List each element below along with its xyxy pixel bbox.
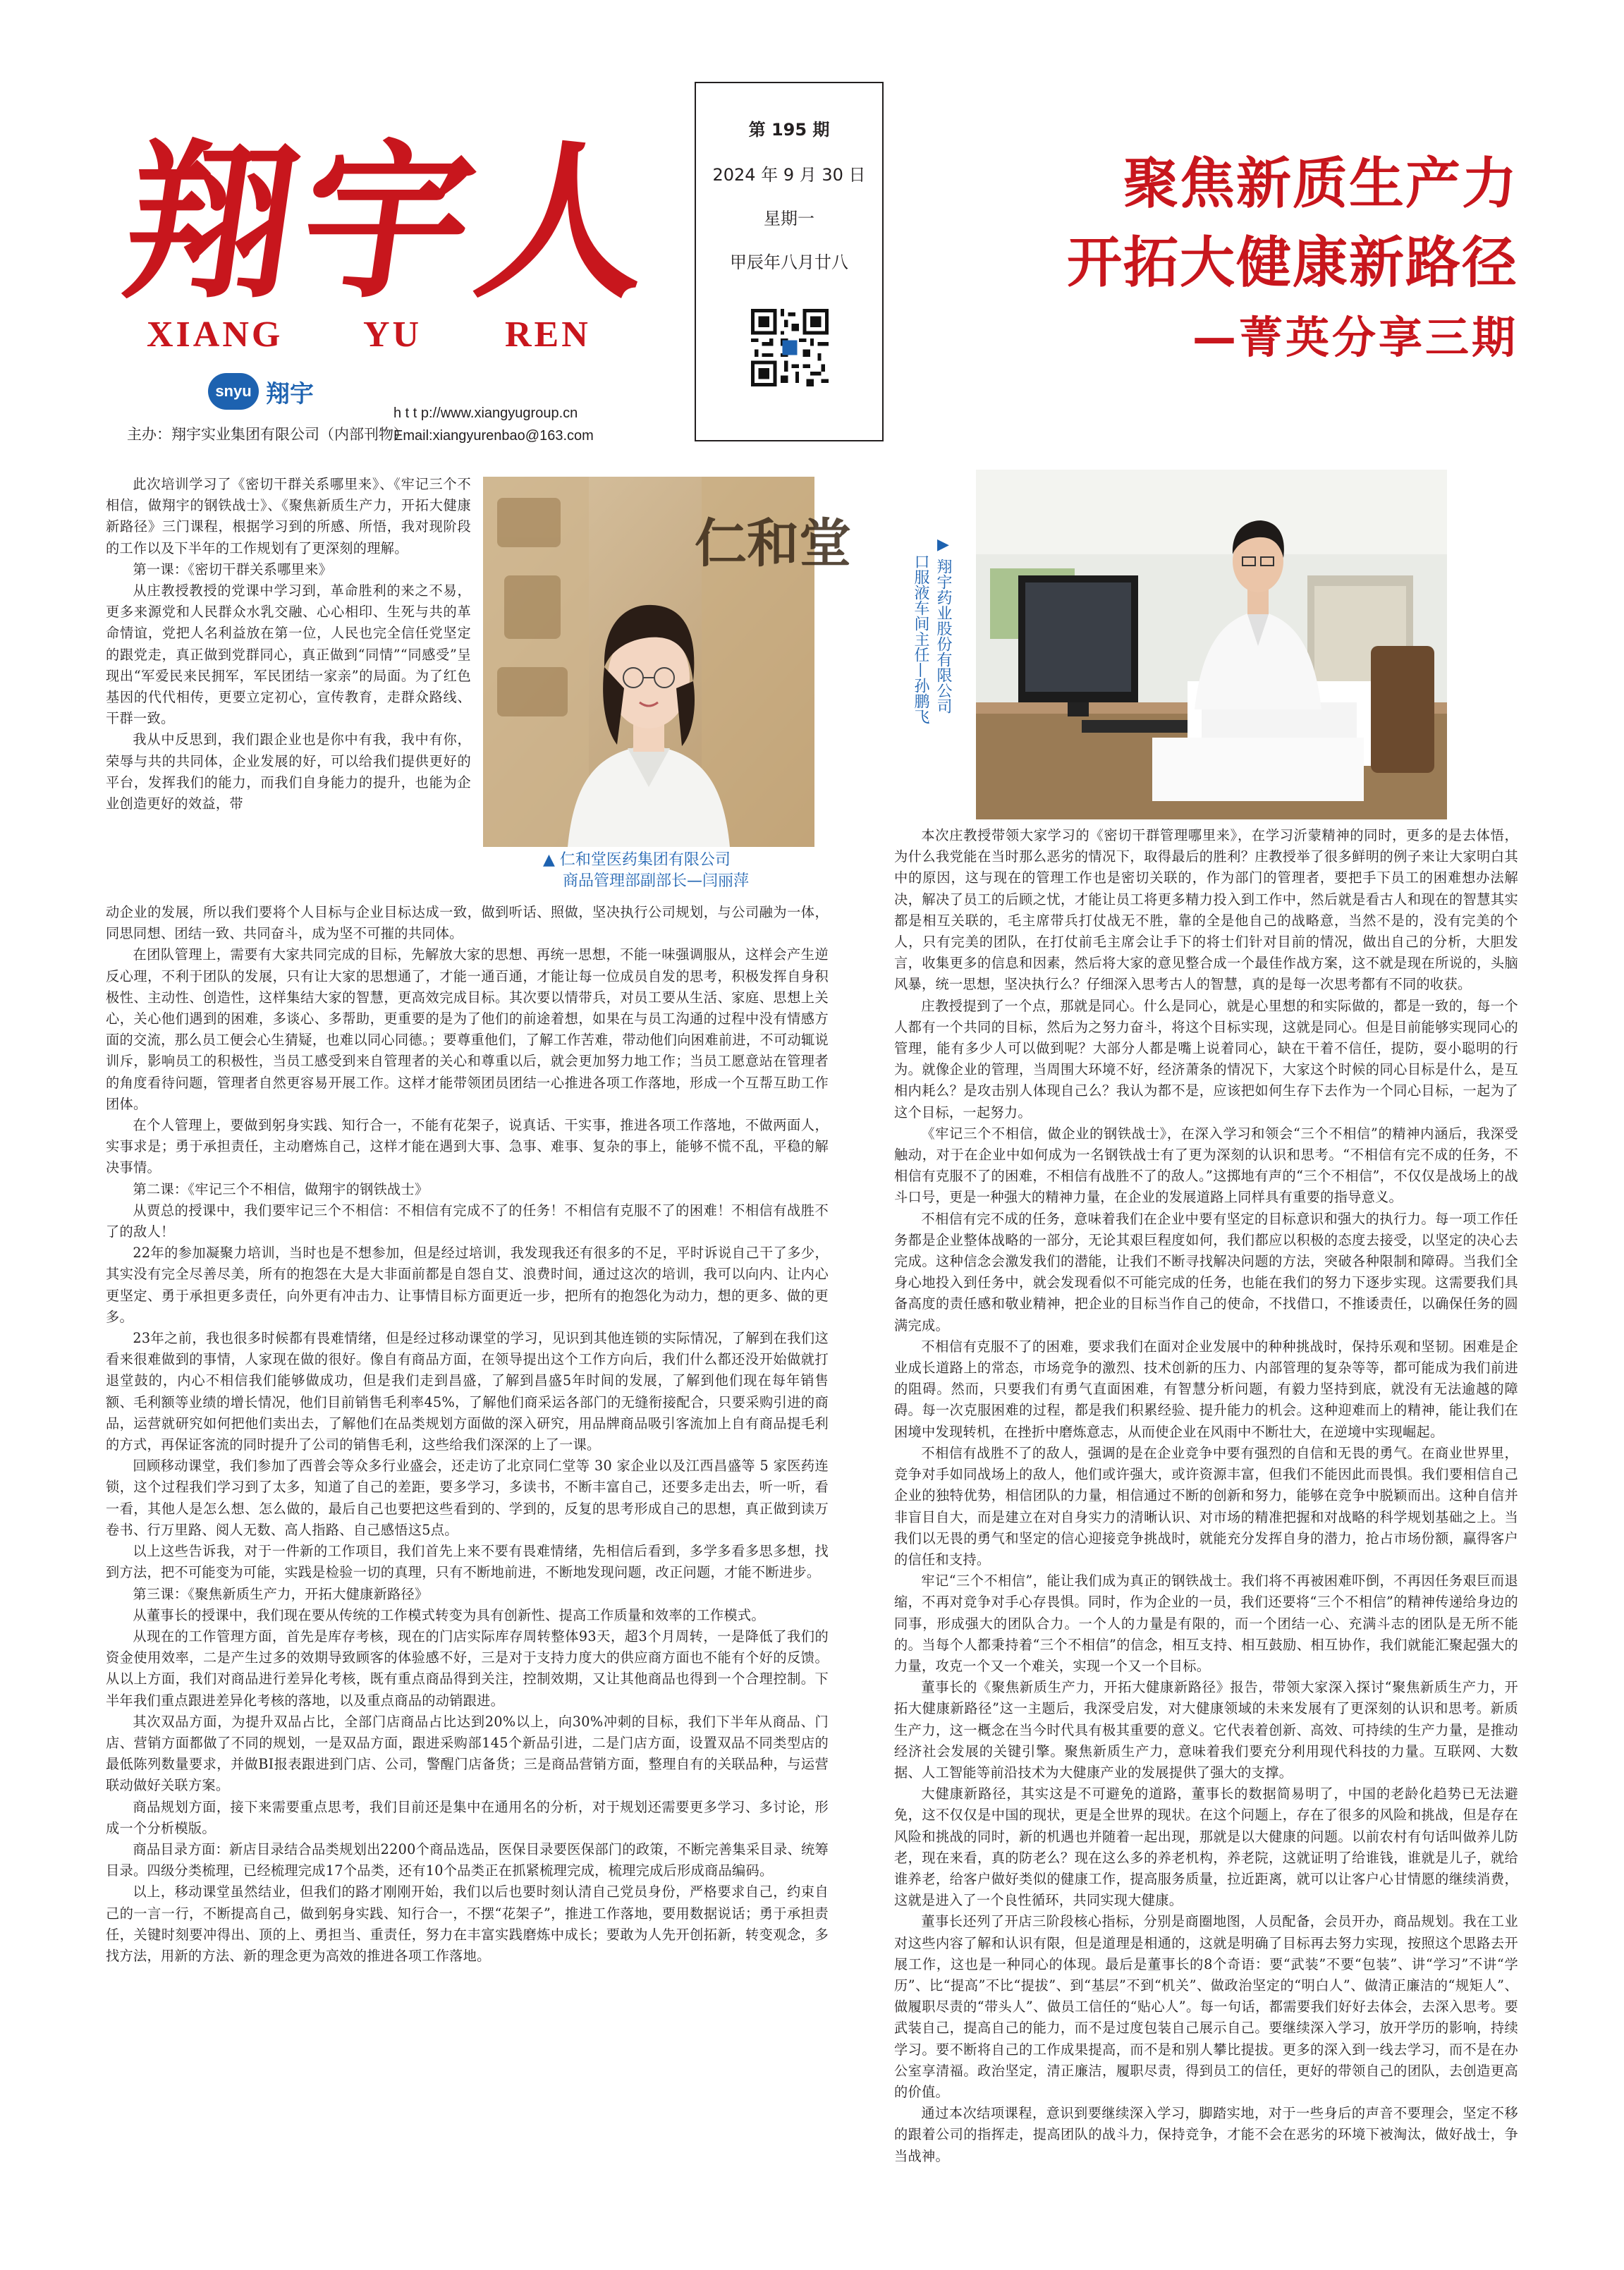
photo-caption-left bbox=[543, 850, 749, 892]
paragraph: 在团队管理上，需要有大家共同完成的目标，先解放大家的思想、再统一思想，不能一味强调服从，这样会产生逆反心理，不利于团队的发展，只有让大家的思想通了，才能一通百通，才能让每一位成员自发的思考，积极发挥自身积极性、主动性、创造性，这样集结大家的智慧，更高效完成目标。其次要以情带兵，对员工要从生活、家庭、思想上关心，关心他们遇到的困难，多谈心、多帮助，更重要的是为了他们的前途着想，如果在与员工沟通的过程中没有情感方面的交流，那么员工便会心生猜疑，也难以同心同德。；要尊重他们，了解工作苦难，带动他们向困难前进，不可动辄说训斥，影响员工的积极性，当员工感受到来自管理者的关心和尊重以后，就会更加努力地工作；当员工愿意站在管理者的角度看待问题，管理者自然更容易开展工作。这样才能带领团员团结一心推进各项工作落地，形成一个互帮互助工作团体。 bbox=[106, 946, 829, 1112]
paragraph: 《牢记三个不相信，做企业的钢铁战士》，在深入学习和领会“三个不相信”的精神内涵后，我深受触动，对于在企业中如何成为一名钢铁战士有了更为深刻的认识和思考。“不相信有完不成的任务，不相信有克服不了的困难，不相信有战胜不了的敌人。”这掷地有声的“三个不相信”，不仅仅是战场上的战斗口号，更是一种强大的精神力量，在企业的发展道路上同样具有重要的指导意义。 bbox=[894, 1125, 1518, 1206]
issue-info-box bbox=[695, 82, 884, 441]
paragraph: 从贾总的授课中，我们要牢记三个不相信：不相信有完成不了的任务！不相信有克服不了的困难！不相信有战胜不了的敌人！ bbox=[106, 1202, 829, 1240]
paragraph: 从董事长的授课中，我们现在要从传统的工作模式转变为具有创新性、提高工作质量和效率的工作模式。 bbox=[133, 1606, 765, 1623]
qr-code-icon[interactable] bbox=[751, 309, 829, 386]
caption-line-1: ▲ 仁和堂医药集团有限公司 bbox=[543, 851, 731, 869]
publisher-line: 主办：翔宇实业集团有限公司（内部刊物） bbox=[127, 426, 408, 443]
office-photo-image bbox=[976, 470, 1447, 819]
issue-weekday: 星期一 bbox=[764, 209, 814, 228]
company-brand-name: 翔宇 bbox=[266, 379, 314, 408]
section-heading: 第三课：《聚焦新质生产力，开拓大健康新路径》 bbox=[133, 1585, 429, 1602]
logo-pinyin-2: YU bbox=[363, 315, 422, 355]
newspaper-logo: 翔宇人 bbox=[113, 123, 670, 322]
issue-date: 2024 年 9 月 30 日 bbox=[712, 165, 866, 185]
photo-sun-pengfei bbox=[976, 470, 1447, 819]
paragraph: 22年的参加凝聚力培训，当时也是不想参加，但是经过培训，我发现我还有很多的不足，平时诉说自己干了多少，其实没有完全尽善尽美，所有的抱怨在大是大非面前都是自怨自艾、浪费时间，通过这次的培训，我可以向内、让内心更坚定、勇于承担更多责任，向外更有冲击力、让事情目标方面更近一步，把所有的抱怨化为动力，想的更多、做的更多。 bbox=[106, 1245, 829, 1325]
paragraph: 商品规划方面，接下来需要重点思考，我们目前还是集中在通用名的分析，对于规划还需要更多学习、多讨论，形成一个分析模版。 bbox=[106, 1798, 829, 1836]
paragraph: 从现在的工作管理方面，首先是库存考核，现在的门店实际库存周转整体93天，超3个月周转，一是降低了我们的资金使用效率，二是产生过多的效期导致顾客的体验感不好，三是对于支持力度大的供应商方面也不能有个好的反馈。从以上方面，我们对商品进行差异化考核，既有重点商品得到关注，控制效期，又让其他商品也得到一个合理控制。下半年我们重点跟进差异化考核的落地，以及重点商品的动销跟进。 bbox=[106, 1628, 829, 1709]
paragraph: 本次庄教授带领大家学习的《密切干群管理哪里来》，在学习沂蒙精神的同时，更多的是去体悟，为什么我党能在当时那么恶劣的情况下，取得最后的胜利？庄教授举了很多鲜明的例子来让大家明白其中的原因，这与现在的管理工作也是密切关联的，作为部门的管理者，要把手下员工的困难想办法解决，解决了员工的后顾之忧，才能让员工将更多精力投入到工作中，然后就是看古人和现在的智慧其实都是相互关联的，毛主席带兵打仗战无不胜，靠的全是他自己的战略意，当然不是的，没有完美的个人，只有完美的团队，在打仗前毛主席会让手下的将士们针对目前的情况，做出自己的分析，大胆发言，收集更多的信息和因素，然后将大家的意见整合成一个最佳作战方案，这不就是现在所说的，头脑风暴，统一思想，坚决执行么？仔细深入思考古人的智慧，真的是每一次思考都有不同的收获。 bbox=[894, 827, 1518, 993]
paragraph: 通过本次结项课程，意识到要继续深入学习，脚踏实地，对于一些身后的声音不要理会，坚定不移的跟着公司的指挥走，提高团队的战斗力，保持竞争，才能不会在恶劣的环境下被淘汰，做好战士，争当战神。 bbox=[894, 2105, 1518, 2164]
paragraph: 庄教授提到了一个点，那就是同心。什么是同心，就是心里想的和实际做的，都是一致的，每一个人都有一个共同的目标，然后为之努力奋斗，将这个目标实现，这就是同心。但是目前能够实现同心的管理，能有多少人可以做到呢？大部分人都是嘴上说着同心，缺在干着不信任，提防，耍小聪明的行为。就像企业的管理，当周围大环境不好，经济萧条的情况下，大家这个时候的同心目标是什么，是互相内耗么？是攻击别人体现自己么？我认为都不是，应该把如何生存下去作为一个同心目标，一起为了这个目标，一起努力。 bbox=[894, 997, 1518, 1121]
paragraph: 商品目录方面：新店目录结合品类规划出2200个商品选品，医保目录要医保部门的政策，不断完善集采目录、统筹目录。四级分类梳理，已经梳理完成17个品类，还有10个品类正在抓紧梳理完成，梳理完成后形成商品编码。 bbox=[106, 1841, 829, 1879]
logo-pinyin-3: REN bbox=[505, 315, 591, 355]
paragraph: 回顾移动课堂，我们参加了西普会等众多行业盛会，还走访了北京同仁堂等 30 家企业以及江西昌盛等 5 家医药连锁，这个过程我们学习到了太多，知道了自己的差距，要多学习，多读书，不断丰富自己，还要多走出去，听一听，看一看，其他人是怎么想、怎么做的，最后自己也要把这些看到的、学到的，反复的思考形成自己的思想，真正做到读万卷书、行万里路、阅人无数、高人指路、自己感悟这5点。 bbox=[106, 1458, 829, 1538]
paragraph: 不相信有完不成的任务，意味着我们在企业中要有坚定的目标意识和强大的执行力。每一项工作任务都是企业整体战略的一部分，无论其艰巨程度如何，我们都应以积极的态度去接受，以坚定的决心去完成。这种信念会激发我们的潜能，让我们不断寻找解决问题的方法，突破各种限制和障碍。当我们全身心地投入到任务中，就会发现看似不可能完成的任务，也能在我们的努力下逐步实现。这需要我们具备高度的责任感和敬业精神，把企业的目标当作自己的使命，不找借口，不推诿责任，以确保任务的圆满完成。 bbox=[894, 1210, 1518, 1334]
paragraph: 以上，移动课堂虽然结业，但我们的路才刚刚开始，我们以后也要时刻认清自己党员身份，严格要求自己，约束自己的一言一行，不断提高自己，做到躬身实践、知行合一，不摆“花架子”，推进工作落地，要用数据说话；勇于承担责任，关键时刻要冲得出、顶的上、勇担当、重责任，努力在丰富实践磨炼中成长；要敢为人先开创拓新，转变观念，多找方法，用新的方法、新的理念更为高效的推进各项工作落地。 bbox=[106, 1884, 829, 1964]
paragraph: 此次培训学习了《密切干群关系哪里来》、《牢记三个不相信，做翔宇的钢铁战士》、《聚焦新质生产力，开拓大健康新路径》三门课程，根据学习到的所感、所悟，我对现阶段的工作以及下半年的工作规划有了更深刻的理解。 bbox=[106, 476, 471, 556]
caption-line-2: 商品管理部副部长—闫丽萍 bbox=[563, 872, 750, 890]
paragraph: 动企业的发展，所以我们要将个人目标与企业目标达成一致，做到听话、照做，坚决执行公司规划，与公司融为一体，同思同想、团结一致、共同奋斗，成为坚不可摧的共同体。 bbox=[106, 904, 829, 942]
website-link[interactable]: h t t p://www.xiangyugroup.cn bbox=[393, 405, 578, 421]
section-heading: 第二课：《牢记三个不相信，做翔宇的钢铁战士》 bbox=[133, 1180, 429, 1197]
signage-text: 仁和堂 bbox=[695, 513, 851, 574]
paragraph: 不相信有战胜不了的敌人，强调的是在企业竞争中要有强烈的自信和无畏的勇气。在商业世界里，竞争对手如同战场上的敌人，他们或许强大，或许资源丰富，但我们不能因此而畏惧。我们要相信自己企业的独特优势，相信团队的力量，相信通过不断的创新和努力，能够在竞争中脱颖而出。这种自信并非盲目自大，而是建立在对自身实力的清晰认识、对市场的精准把握和对战略的科学规划基础之上。当我们以无畏的勇气和坚定的信心迎接竞争挑战时，就能充分发挥自身的潜力，抢占市场份额，赢得客户的信任和支持。 bbox=[894, 1444, 1518, 1568]
headline bbox=[1067, 145, 1518, 373]
paragraph: 在个人管理上，要做到躬身实践、知行合一，不能有花架子，说真话、干实事，推进各项工作落地，不做两面人，实事求是；勇于承担责任，主动磨炼自己，这样才能在遇到大事、急事、难事、复杂的事上，能够不慌不乱，平稳的解决事情。 bbox=[106, 1117, 829, 1176]
left-main-text bbox=[106, 902, 829, 1967]
paragraph: 我从中反思到，我们跟企业也是你中有我，我中有你，荣辱与共的共同体，企业发展的好，可以给我们提供更好的平台，发挥我们的能力，而我们自身能力的提升，也能为企业创造更好的效益，带 bbox=[106, 731, 471, 812]
logo-pinyin-1: XIANG bbox=[147, 315, 283, 355]
left-intro-text bbox=[106, 474, 471, 814]
headline-line-2: 开拓大健康新路径 bbox=[1066, 231, 1518, 295]
paragraph: 不相信有克服不了的困难，要求我们在面对企业发展中的种种挑战时，保持乐观和坚韧。困难是企业成长道路上的常态，市场竞争的激烈、技术创新的压力、内部管理的复杂等等，都可能成为我们前进的阻碍。然而，只要我们有勇气直面困难，有智慧分析问题，有毅力坚持到底，就没有无法逾越的障碍。每一次克服困难的过程，都是我们积累经验、提升能力的机会。这种迎难而上的精神，能让我们在困境中发现转机，在挫折中磨炼意志，从而使企业在风雨中不断壮大，在逆境中实现崛起。 bbox=[894, 1338, 1518, 1440]
email-link[interactable]: Email:xiangyurenbao@163.com bbox=[393, 428, 594, 444]
paragraph: 23年之前，我也很多时候都有畏难情绪，但是经过移动课堂的学习，见识到其他连锁的实际情况，了解到在我们这看来很难做到的事情，人家现在做的很好。像自有商品方面，在领导提出这个工作方向后，我们什么都还没开始做就打退堂鼓的，内心不相信我们能够做成功，但是我们走到昌盛，了解到昌盛5年时间的发展，了解到他们现在每年销售额、毛利额等业绩的增长情况，他们目前销售毛利率45%，了解他们商采运各部门的无缝衔接配合，只要采购引进的商品，运营就研究如何把他们卖出去，了解他们在品类规划方面做的深入研究，用品牌商品吸引客流加上自有商品提毛利的方式，再保证客流的同时提升了公司的销售毛利，这些给我们深深的上了一课。 bbox=[106, 1330, 829, 1453]
paragraph: 牢记“三个不相信”，能让我们成为真正的钢铁战士。我们将不再被困难吓倒，不再因任务艰巨而退缩，不再对竞争对手心存畏惧。同时，作为企业的一员，我们还要将“三个不相信”的精神传递给身边的同事，形成强大的团队合力。一个人的力量是有限的，而一个团结一心、充满斗志的团队是无所不能的。当每个人都秉持着“三个不相信”的信念，相互支持、相互鼓励、相互协作，我们就能汇聚起强大的力量，攻克一个又一个难关，实现一个又一个目标。 bbox=[894, 1573, 1518, 1674]
headline-line-3: —菁英分享三期 bbox=[1192, 312, 1518, 363]
paragraph: 从庄教授教授的党课中学习到，革命胜利的来之不易，更多来源党和人民群众水乳交融、心心相印、生死与共的革命情谊，党把人名利益放在第一位，人民也完全信任党坚定的跟党走，真正做到党群同心，真正做到“同情”“同感受”呈现出“军爱民来民拥军，军民团结一家亲”的局面。为了红色基因的代代相传，更要立定初心，宣传教育，走群众路线、干群一致。 bbox=[106, 582, 471, 727]
issue-lunar-date: 甲辰年八月廿八 bbox=[730, 252, 848, 272]
headline-line-1: 聚焦新质生产力 bbox=[1123, 152, 1518, 216]
paragraph: 大健康新路径，其实这是不可避免的道路，董事长的数据简易明了，中国的老龄化趋势已无法避免，这不仅仅是中国的现状，更是全世界的现状。在这个问题上，存在了很多的风险和挑战，但是存在风险和挑战的同时，新的机遇也并随着一起出现，那就是以大健康的问题。以前农村有句话叫做养儿防老，现在来看，真的防老么？现在这么多的养老机构，养老院，这就证明了给谁钱，谁就是儿子，就给谁养老，给客户做好类似的健康工作，提高服务质量，拉近距离，就可以让客户心甘情愿的继续消费，这就是进入了一个良性循环，共同实现大健康。 bbox=[894, 1786, 1518, 1909]
paragraph: 董事长还列了开店三阶段核心指标，分别是商圈地图，人员配备，会员开办，商品规划。我在工业对这些内容了解和认识有限，但是道理是相通的，这就是明确了目标再去努力实现，按照这个思路去开展工作，这也是一种同心的体现。最后是董事长的8个奇语：要“武装”不要“包装”、讲“学习”不讲“学历”、比“提高”不比“提拔”、到“基层”不到“机关”、做政治坚定的“明白人”、做清正廉洁的“规矩人”、做履职尽责的“带头人”、做员工信任的“贴心人”。每一句话，都需要我们好好去体会，去深入思考。要武装自己，提高自己的能力，而不是过度包装自己展示自己。要继续深入学习，放开学历的影响，持续学习。要不断将自己的工作成果提高，而不是和别人攀比提拔。更多的深入到一线去学习，而不是在办公室享清福。政治坚定，清正廉洁，履职尽责，得到员工的信任，更好的带领自己的团队，去创造更高的价值。 bbox=[894, 1913, 1518, 2100]
right-main-text bbox=[894, 825, 1518, 2167]
company-brand bbox=[208, 370, 314, 413]
issue-number: 第 195 期 bbox=[748, 120, 830, 140]
section-heading: 第一课：《密切干群关系哪里来》 bbox=[133, 561, 333, 578]
paragraph: 其次双品方面，为提升双品占比，全部门店商品占比达到20%以上，向30%冲刺的目标，我们下半年从商品、门店、营销方面都做了不同的规划，一是双品方面，跟进采购部145个新品引进，二是门店方面，设置双品不同类型店的最低陈列数量要求，并做BI报表跟进到门店、公司，警醒门店备货；三是商品营销方面，整理自有的关联品种，与运营联动做好关联方案。 bbox=[106, 1713, 829, 1794]
paragraph: 以上这些告诉我，对于一件新的工作项目，我们首先上来不要有畏难情绪，先相信后看到，多学多看多思多想，找到方法，把不可能变为可能，实践是检验一切的真理，只有不断地前进，不断地发现问题，改正问题，才能不断进步。 bbox=[106, 1543, 829, 1581]
photo-caption-right-1: ▶ 翔宇药业股份有限公司 bbox=[934, 536, 952, 714]
paragraph: 董事长的《聚焦新质生产力，开拓大健康新路径》报告，带领大家深入探讨“聚焦新质生产力，开拓大健康新路径”这一主题后，我深受启发，对大健康领域的未来发展有了更深刻的认识和思考。新质生产力，这一概念在当今时代具有极其重要的意义。它代表着创新、高效、可持续的生产力量，是推动经济社会发展的关键引擎。聚焦新质生产力，意味着我们要充分利用现代科技的力量。互联网、大数据、人工智能等前沿技术为大健康产业的发展提供了强大的支撑。 bbox=[894, 1679, 1518, 1781]
photo-caption-right-2: 口服液车间主任—孙鹏飞 bbox=[912, 554, 929, 724]
contact-info bbox=[393, 402, 594, 447]
photo-yan-liping bbox=[483, 477, 851, 847]
portrait-photo-image bbox=[483, 477, 851, 847]
company-logo-icon: snyu bbox=[208, 373, 259, 410]
masthead bbox=[0, 0, 1624, 458]
